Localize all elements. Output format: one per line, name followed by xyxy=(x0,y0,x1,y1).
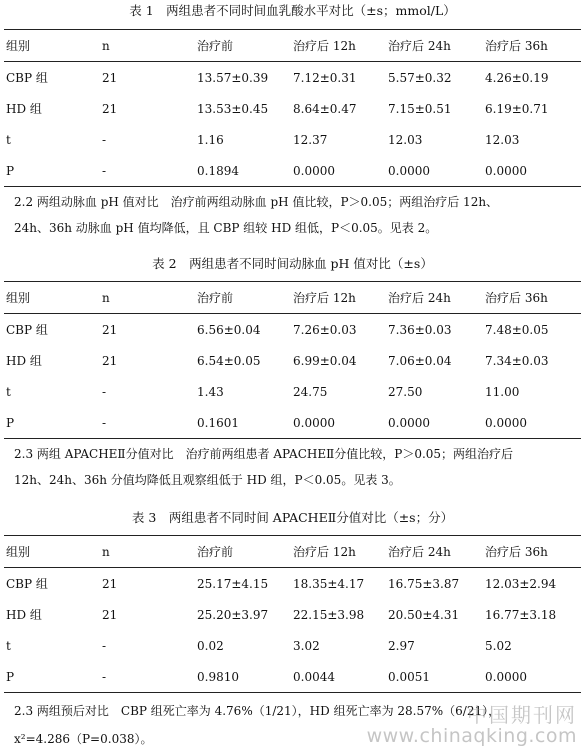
table3-header-row xyxy=(4,536,581,568)
cell: 0.0000 xyxy=(291,407,386,439)
table1-caption: 表 1 两组患者不同时间血乳酸水平对比（±s；mmol/L） xyxy=(129,3,456,18)
paragraph-line: 2.3 两组 APACHEⅡ分值对比 治疗前两组患者 APACHEⅡ分值比较，P＞0.05；两组治疗后 xyxy=(14,447,514,461)
table-row xyxy=(4,314,581,346)
cell: 0.02 xyxy=(197,638,224,653)
cell: 21 xyxy=(102,70,118,85)
cell: 4.26±0.19 xyxy=(485,70,549,85)
table-row xyxy=(4,62,581,94)
header-cell: 治疗后 36h xyxy=(483,536,581,568)
cell: 6.54±0.05 xyxy=(197,353,261,368)
cell: 3.02 xyxy=(293,638,320,653)
header-cell: 治疗后 36h xyxy=(483,282,581,314)
cell: - xyxy=(102,384,107,399)
cell: 12.03 xyxy=(388,132,423,147)
cell: CBP 组 xyxy=(6,323,48,337)
cell: 13.53±0.45 xyxy=(197,101,269,116)
header-cell: n xyxy=(100,282,195,314)
cell: 0.0000 xyxy=(483,407,581,439)
cell: 7.12±0.31 xyxy=(293,70,357,85)
table1 xyxy=(4,29,581,187)
cell: HD 组 xyxy=(6,354,42,368)
cell: 0.0000 xyxy=(291,155,386,187)
paragraph-line: 24h、36h 动脉血 pH 值均降低，且 CBP 组较 HD 组低，P＜0.05。见表 2。 xyxy=(14,221,438,235)
table-row xyxy=(4,124,581,155)
cell: 7.26±0.03 xyxy=(293,322,357,337)
cell: 7.48±0.05 xyxy=(485,322,549,337)
cell: 0.9810 xyxy=(195,661,291,693)
cell: 21 xyxy=(102,322,118,337)
table-row xyxy=(4,155,581,187)
header-cell: 治疗后 24h xyxy=(386,30,483,62)
cell: 21 xyxy=(102,576,118,591)
cell: 7.15±0.51 xyxy=(388,101,452,116)
cell: 12.03 xyxy=(485,132,520,147)
cell: CBP 组 xyxy=(6,71,48,85)
header-cell: n xyxy=(100,30,195,62)
cell: 6.56±0.04 xyxy=(197,322,261,337)
watermark-chinese: 中国期刊网 xyxy=(467,703,577,728)
cell: P xyxy=(4,661,100,693)
cell: 21 xyxy=(102,353,118,368)
cell: 21 xyxy=(102,607,118,622)
header-cell: 治疗后 12h xyxy=(291,30,386,62)
cell: 0.0000 xyxy=(386,407,483,439)
cell: 0.0051 xyxy=(386,661,483,693)
table-row xyxy=(4,93,581,124)
table-row xyxy=(4,568,581,600)
cell: 7.34±0.03 xyxy=(485,353,549,368)
cell: 0.0000 xyxy=(386,155,483,187)
header-cell: n xyxy=(100,536,195,568)
cell: 0.1894 xyxy=(195,155,291,187)
cell: t xyxy=(6,132,11,147)
cell: 21 xyxy=(102,101,118,116)
cell: 1.43 xyxy=(197,384,224,399)
cell: 6.99±0.04 xyxy=(293,353,357,368)
header-cell: 组别 xyxy=(4,30,100,62)
cell: 22.15±3.98 xyxy=(293,607,365,622)
header-cell: 组别 xyxy=(4,536,100,568)
cell: 16.77±3.18 xyxy=(485,607,557,622)
cell: 0.0044 xyxy=(291,661,386,693)
cell: CBP 组 xyxy=(6,577,48,591)
cell: 6.19±0.71 xyxy=(485,101,549,116)
cell: - xyxy=(102,638,107,653)
header-cell: 治疗前 xyxy=(195,30,291,62)
cell: 24.75 xyxy=(293,384,328,399)
table1-header-row xyxy=(4,30,581,62)
cell: 0.1601 xyxy=(195,407,291,439)
cell: HD 组 xyxy=(6,102,42,116)
cell: - xyxy=(102,132,107,147)
table-row xyxy=(4,630,581,661)
cell: - xyxy=(100,155,195,187)
cell: 5.57±0.32 xyxy=(388,70,452,85)
cell: HD 组 xyxy=(6,608,42,622)
table2 xyxy=(4,281,581,439)
cell: 27.50 xyxy=(388,384,423,399)
cell: 12.03±2.94 xyxy=(485,576,557,591)
section-2-2-paragraph xyxy=(14,194,576,236)
cell: 2.97 xyxy=(388,638,415,653)
header-cell: 治疗前 xyxy=(195,536,291,568)
cell: 5.02 xyxy=(485,638,512,653)
cell: 11.00 xyxy=(485,384,520,399)
cell: 0.0000 xyxy=(483,155,581,187)
header-cell: 治疗后 24h xyxy=(386,536,483,568)
cell: t xyxy=(6,384,11,399)
cell: 25.17±4.15 xyxy=(197,576,269,591)
cell: P xyxy=(4,407,100,439)
paragraph-line: 2.3 两组预后对比 CBP 组死亡率为 4.76%（1/21），HD 组死亡率为 28.57%（6/21）， xyxy=(14,704,501,718)
cell: 7.06±0.04 xyxy=(388,353,452,368)
watermark xyxy=(367,704,577,747)
cell: - xyxy=(100,407,195,439)
table-row xyxy=(4,599,581,630)
cell: 7.36±0.03 xyxy=(388,322,452,337)
table2-caption: 表 2 两组患者不同时间动脉血 pH 值对比（±s） xyxy=(152,256,433,271)
table-row xyxy=(4,376,581,407)
header-cell: 治疗后 12h xyxy=(291,282,386,314)
paragraph-line: 12h、24h、36h 分值均降低且观察组低于 HD 组，P＜0.05。见表 3。 xyxy=(14,473,401,487)
paragraph-line: 2.2 两组动脉血 pH 值对比 治疗前两组动脉血 pH 值比较，P＞0.05；两组治疗后 12h、 xyxy=(14,195,499,209)
cell: 13.57±0.39 xyxy=(197,70,269,85)
watermark-url: www.chinaqking.com xyxy=(366,725,577,748)
cell: 25.20±3.97 xyxy=(197,607,269,622)
paragraph-line: x²=4.286（P=0.038）。 xyxy=(14,732,153,746)
table2-header-row xyxy=(4,282,581,314)
cell: 8.64±0.47 xyxy=(293,101,357,116)
header-cell: 治疗后 12h xyxy=(291,536,386,568)
cell: 1.16 xyxy=(197,132,224,147)
cell: 20.50±4.31 xyxy=(388,607,460,622)
header-cell: 治疗后 24h xyxy=(386,282,483,314)
header-cell: 治疗前 xyxy=(195,282,291,314)
table-row xyxy=(4,345,581,376)
table3-caption: 表 3 两组患者不同时间 APACHEⅡ分值对比（±s；分） xyxy=(131,510,454,525)
header-cell: 治疗后 36h xyxy=(483,30,581,62)
cell: 12.37 xyxy=(293,132,328,147)
table-row xyxy=(4,661,581,693)
header-cell: 组别 xyxy=(4,282,100,314)
section-2-3-paragraph xyxy=(14,446,576,488)
cell: 16.75±3.87 xyxy=(388,576,460,591)
cell: 0.0000 xyxy=(483,661,581,693)
table3 xyxy=(4,535,581,693)
cell: 18.35±4.17 xyxy=(293,576,365,591)
cell: - xyxy=(100,661,195,693)
cell: t xyxy=(6,638,11,653)
table-row xyxy=(4,407,581,439)
cell: P xyxy=(4,155,100,187)
